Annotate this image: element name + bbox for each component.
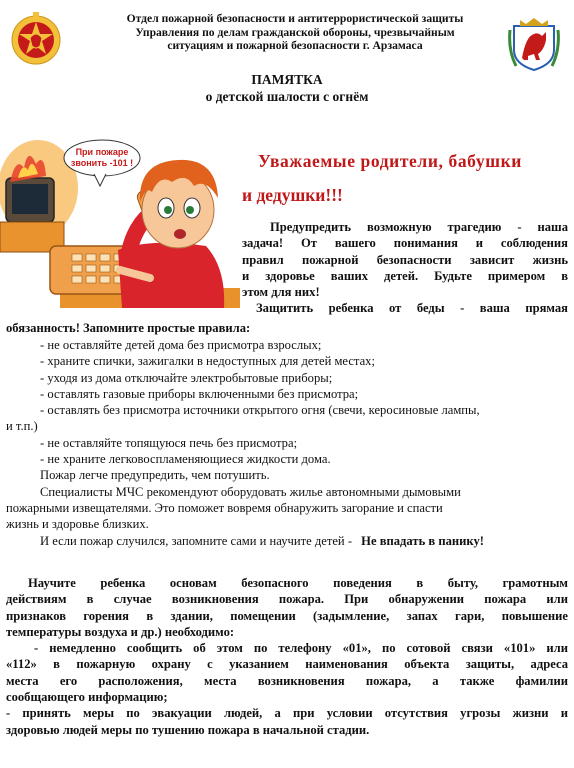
teach-line-8: сообщающего информацию;: [6, 690, 168, 705]
no-panic-text: Не впадать в панику!: [361, 533, 484, 548]
teach-line-6: «112» в пожарную охрану с указанием наименования объекта защиты, адреса: [6, 657, 568, 672]
department-header: [70, 12, 520, 53]
intro-line-7: обязанность! Запомните простые правила:: [6, 321, 251, 335]
header-line-1: Отдел пожарной безопасности и антитеррористической защиты: [126, 12, 464, 25]
page-title: [0, 71, 574, 105]
prevention-line: Пожар легче предупредить, чем потушить.: [40, 468, 270, 483]
intro-line-3: правил пожарной безопасности зависит жизнь: [242, 252, 568, 267]
list-item-continued: и т.п.): [6, 419, 38, 434]
list-item: - не оставляйте топящуюся печь без присмотра;: [40, 435, 298, 450]
teach-line-2: действиям в случае возникновения пожара. При обнаружении пожара или: [6, 592, 568, 607]
intro-line-5: этом для них!: [242, 285, 320, 300]
intro-line-6: Защитить ребенка от беды - ваша прямая: [256, 301, 568, 316]
header-line-3: ситуациям и пожарной безопасности г. Арзамаса: [167, 39, 423, 53]
list-item: - оставлять без присмотра источники открытого огня (свечи, керосиновые лампы,: [40, 403, 480, 418]
header-line-2: Управления по делам гражданской обороны, чрезвычайным: [135, 25, 455, 39]
list-item: - оставлять газовые приборы включенными без присмотра;: [40, 386, 359, 401]
rules-list: [6, 337, 568, 549]
teach-line-5: - немедленно сообщить об этом по телефону «01», по сотовой связи «101» или: [34, 641, 568, 656]
list-item: - храните спички, зажигалки в недоступных для детей местах;: [40, 354, 375, 369]
title-line-2: о детской шалости с огнём: [205, 89, 369, 104]
no-panic-line: [6, 533, 568, 549]
teach-line-3: признаков горения в здании, помещении (задымление, запах гари, повышение: [6, 608, 568, 623]
teach-line-10: здоровью людей меры по тушению пожара в начальной стадии.: [6, 722, 370, 737]
mchs-advice-line-3: жизнь и здоровье близких.: [6, 517, 149, 532]
greeting-line-1: Уважаемые родители, бабушки: [258, 151, 522, 171]
teach-paragraph: [6, 575, 568, 738]
if-fire-text: И если пожар случился, запомните сами и научите детей -: [40, 533, 353, 548]
intro-paragraph: [242, 219, 568, 317]
title-line-1: ПАМЯТКА: [251, 72, 323, 87]
list-item: - уходя из дома отключайте электробытовые приборы;: [40, 370, 333, 385]
teach-line-4: температуры воздуха и др.) необходимо:: [6, 624, 235, 639]
mchs-emblem-icon: [10, 10, 62, 72]
intro-line-2: задача! От вашего понимания и соблюдения: [242, 236, 568, 251]
bubble-line-1: При пожаре: [75, 147, 129, 157]
mchs-advice-line-2: пожарными извещателями. Это поможет вовремя обнаружить загорание и спасти: [6, 500, 443, 515]
list-item: - не храните легковоспламеняющиеся жидкости дома.: [40, 452, 331, 467]
intro-line-4: и здоровье ваших детей. Будьте примером в: [242, 268, 568, 283]
bubble-line-2: звонить -101 !: [70, 158, 134, 168]
greeting-line-2: и дедушки!!!: [242, 185, 343, 205]
teach-line-7: места его расположения, места возникновения пожара, а также фамилии: [6, 673, 568, 688]
mchs-advice-line-1: Специалисты МЧС рекомендуют оборудовать жилье автономными дымовыми: [40, 484, 461, 499]
boy-phone-illustration: [0, 138, 240, 308]
list-item: - не оставляйте детей дома без присмотра взрослых;: [40, 338, 322, 352]
teach-line-1: Научите ребенка основам безопасного поведения в быту, грамотным: [28, 576, 568, 590]
teach-line-9: - принять меры по эвакуации людей, а при условии отсутствия угрозы жизни и: [6, 706, 568, 721]
intro-line-1: Предупредить возможную трагедию - наша: [270, 220, 568, 234]
